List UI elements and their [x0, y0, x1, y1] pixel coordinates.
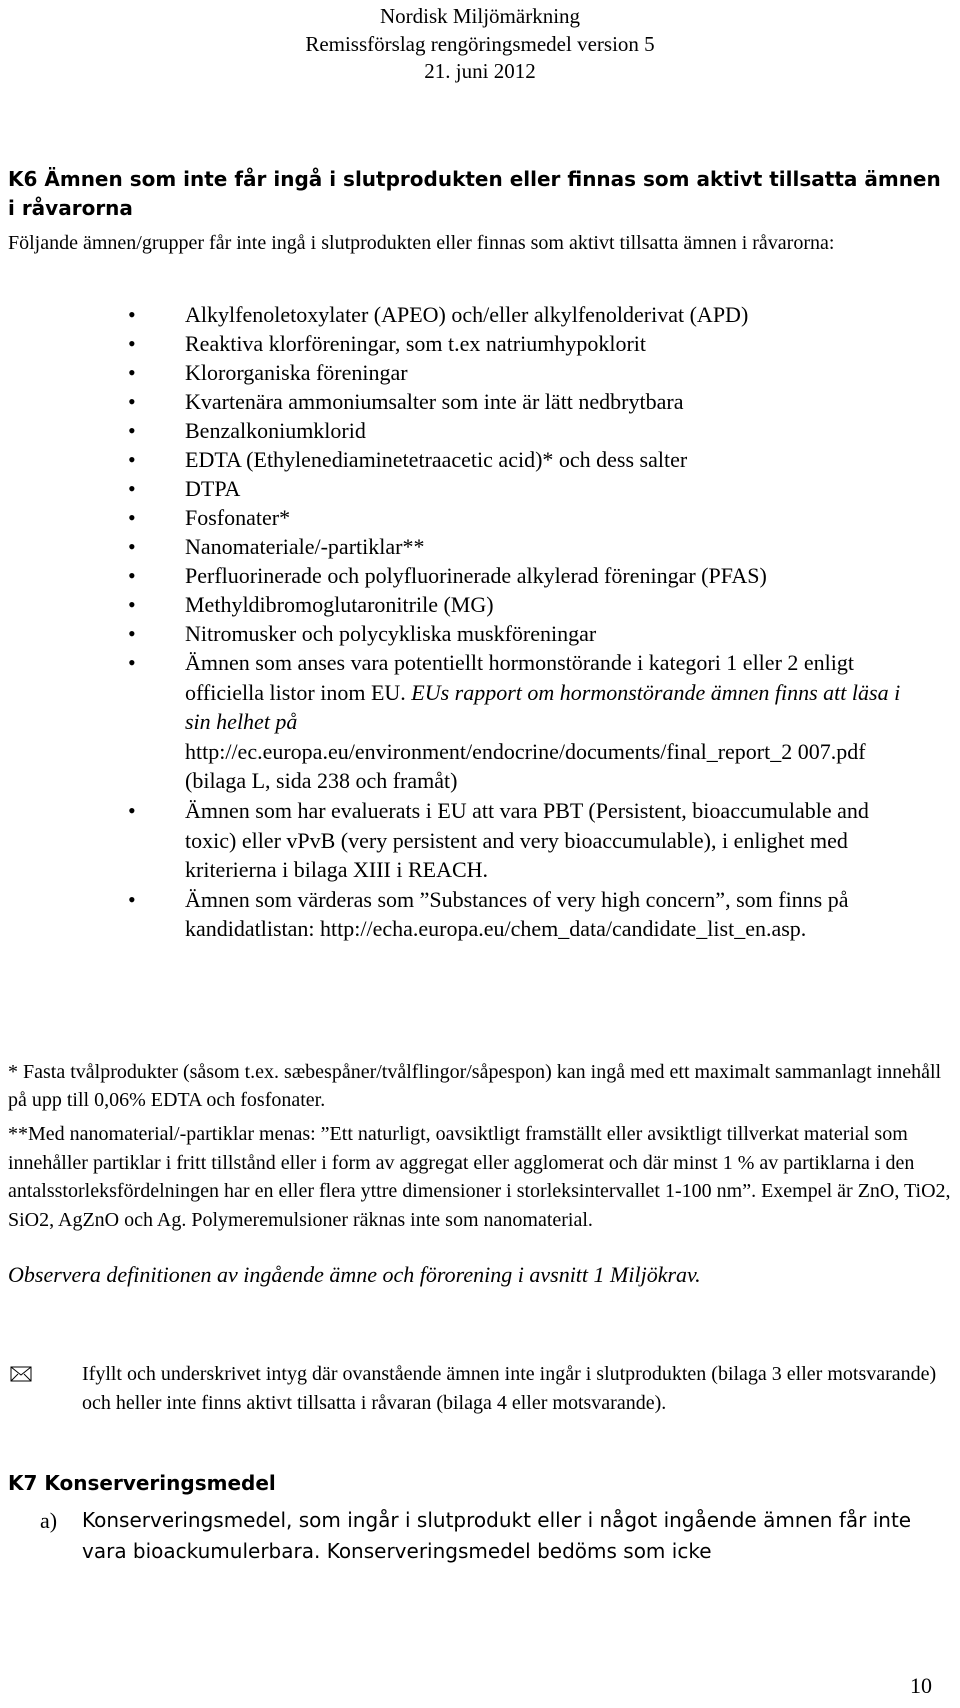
- header-document: Remissförslag rengöringsmedel version 5: [305, 32, 655, 56]
- list-item: • Kvartenära ammoniumsalter som inte är lätt nedbrytbara: [128, 389, 684, 414]
- list-item: • Perfluorinerade och polyfluorinerade alkylerad föreningar (PFAS): [128, 563, 767, 588]
- bullet-dot-icon: •: [128, 447, 136, 472]
- bullet-dot-icon: •: [128, 650, 136, 675]
- header-date: 21. juni 2012: [424, 59, 536, 83]
- k7-item-a-text: Konserveringsmedel, som ingår i slutprodukt eller i något ingående ämnen får inte vara bioackumulerbara. Konserveringsmedel bedöms som icke: [82, 1508, 912, 1563]
- list-item-svhc: • Ämnen som värderas som ”Substances of very high concern”, som finns på kandidatlistan: http://echa.europa.eu/chem_data/candidate_list_en.asp.: [128, 886, 849, 942]
- bullet-dot-icon: •: [128, 621, 136, 646]
- check-requirement: Ifyllt och underskrivet intyg där ovanstående ämnen inte ingår i slutprodukten (bilaga 3 eller motsvarande) och heller inte finns aktivt tillsatta i råvaran (bilaga 4 eller motsvarande).: [82, 1363, 937, 1414]
- k6-heading: K6 Ämnen som inte får ingå i slutprodukten eller finnas som aktivt tillsatta ämnen i råvarorna: [8, 167, 941, 220]
- list-item: • Fosfonater*: [128, 505, 291, 530]
- list-item: • DTPA: [128, 476, 241, 501]
- list-item: • Methyldibromoglutaronitrile (MG): [128, 592, 494, 617]
- bullet-dot-icon: •: [128, 797, 136, 823]
- bullet-dot-icon: •: [128, 534, 136, 559]
- observera-note: Observera definitionen av ingående ämne och förorening i avsnitt 1 Miljökrav.: [8, 1262, 701, 1287]
- list-item: • Reaktiva klorföreningar, som t.ex natriumhypoklorit: [128, 331, 647, 356]
- envelope-check-icon: [10, 1363, 32, 1383]
- k6-intro: Följande ämnen/grupper får inte ingå i slutprodukten eller finnas som aktivt tillsatta ämnen i råvarorna:: [8, 232, 835, 254]
- list-item: • Klororganiska föreningar: [128, 360, 408, 385]
- k7-item-a-label: a): [40, 1508, 58, 1533]
- list-item: • Benzalkoniumklorid: [128, 418, 366, 443]
- bullet-dot-icon: •: [128, 476, 136, 501]
- k6-bullet-list: [0, 300, 920, 944]
- header-org: Nordisk Miljömärkning: [379, 4, 581, 28]
- bullet-dot-icon: •: [128, 389, 136, 414]
- footnote-nano: **Med nanomaterial/-partiklar menas: ”Ett naturligt, oavsiktligt framställt eller avsiktligt tillverkat material som innehåller partiklar i fritt tillstånd eller i form av aggregat eller agglomerat och där minst 1 % av partiklarna i den antalsstorleksfördelningen har en eller flera yttre dimensioner i storleksintervallet 1-100 nm”. Exempel är ZnO, TiO2, SiO2, AgZnO och Ag. Polymeremulsioner räknas inte som nanomaterial.: [8, 1123, 951, 1231]
- list-item-pbt: • Ämnen som har evaluerats i EU att vara PBT (Persistent, bioaccumulable and toxic) eller vPvB (very persistent and very bioaccumulable), i enlighet med kriterierna i bilaga XIII i REACH.: [128, 797, 869, 883]
- bullet-dot-icon: •: [128, 418, 136, 443]
- bullet-dot-icon: •: [128, 563, 136, 588]
- bullet-dot-icon: •: [128, 360, 136, 385]
- bullet-dot-icon: •: [128, 331, 136, 356]
- list-item: • Nanomateriale/-partiklar**: [128, 534, 425, 559]
- footnote-soap: * Fasta tvålprodukter (såsom t.ex. sæbespåner/tvålflingor/såpespon) kan ingå med ett maximalt sammanlagt innehåll på upp till 0,06% EDTA och fosfonater.: [8, 1061, 942, 1111]
- bullet-dot-icon: •: [128, 505, 136, 530]
- bullet-dot-icon: •: [128, 886, 136, 912]
- list-item-hormon: • Ämnen som anses vara potentiellt hormonstörande i kategori 1 eller 2 enligt officiella listor inom EU. EUs rapport om hormonstörande ämnen finns att läsa i sin helhet på http://ec.europa.eu/environment/endocrine/documents/final_report_2 007.pdf (bilaga L, sida 238 och framåt): [128, 650, 901, 794]
- bullet-dot-icon: •: [128, 592, 136, 617]
- list-item: • Nitromusker och polycykliska muskföreningar: [128, 621, 597, 646]
- k7-heading: K7 Konserveringsmedel: [8, 1471, 276, 1495]
- bullet-dot-icon: •: [128, 302, 136, 327]
- page-number: 10: [910, 1673, 932, 1698]
- list-item: • EDTA (Ethylenediaminetetraacetic acid)* och dess salter: [128, 447, 688, 472]
- list-item: • Alkylfenoletoxylater (APEO) och/eller alkylfenolderivat (APD): [128, 302, 749, 327]
